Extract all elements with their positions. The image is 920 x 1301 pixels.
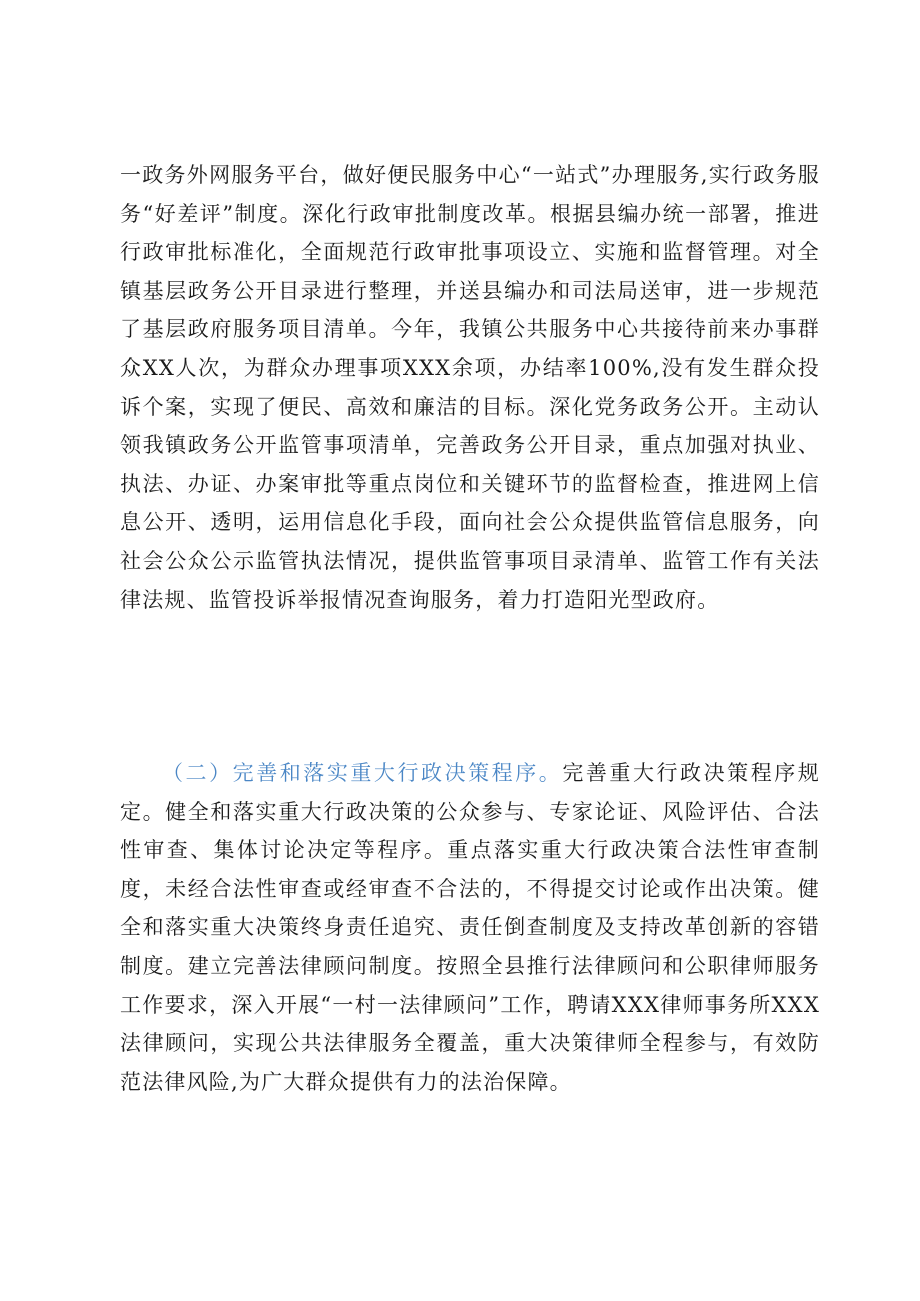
section-body: 完善重大行政决策程序规定。健全和落实重大行政决策的公众参与、专家论证、风险评估、合法性审查、集体讨论决定等程序。重点落实重大行政决策合法性审查制度，未经合法性审查或经审查不合法的，不得提交讨论或作出决策。健全和落实重大决策终身责任追究、责任倒查制度及支持改革创新的容错制度。建立完善法律顾问制度。按照全县推行法律顾问和公职律师服务工作要求，深入开展“一村一法律顾问”工作，聘请XXX律师事务所XXX法律顾问，实现公共法律服务全覆盖，重大决策律师全程参与，有效防范法律风险,为广大群众提供有力的法治保障。 [120, 761, 820, 1094]
body-section-2 [120, 754, 820, 1101]
body-section-1 [120, 156, 820, 619]
paragraph-1: 一政务外网服务平台，做好便民服务中心“一站式”办理服务,实行政务服务“好差评”制度。深化行政审批制度改革。根据县编办统一部署，推进行政审批标准化，全面规范行政审批事项设立、实施和监督管理。对全镇基层政务公开目录进行整理，并送县编办和司法局送审，进一步规范了基层政府服务项目清单。今年，我镇公共服务中心共接待前来办事群众XX人次，为群众办理事项XXX余项，办结率100%,没有发生群众投诉个案，实现了便民、高效和廉洁的目标。深化党务政务公开。主动认领我镇政务公开监管事项清单，完善政务公开目录，重点加强对执业、执法、办证、办案审批等重点岗位和关键环节的监督检查，推进网上信息公开、透明，运用信息化手段，面向社会公众提供监管信息服务，向社会公众公示监管执法情况，提供监管事项目录清单、监管工作有关法律法规、监管投诉举报情况查询服务，着力打造阳光型政府。 [120, 163, 820, 612]
section-heading: （二）完善和落实重大行政决策程序。 [162, 761, 563, 785]
paragraph-2 [120, 754, 820, 1101]
